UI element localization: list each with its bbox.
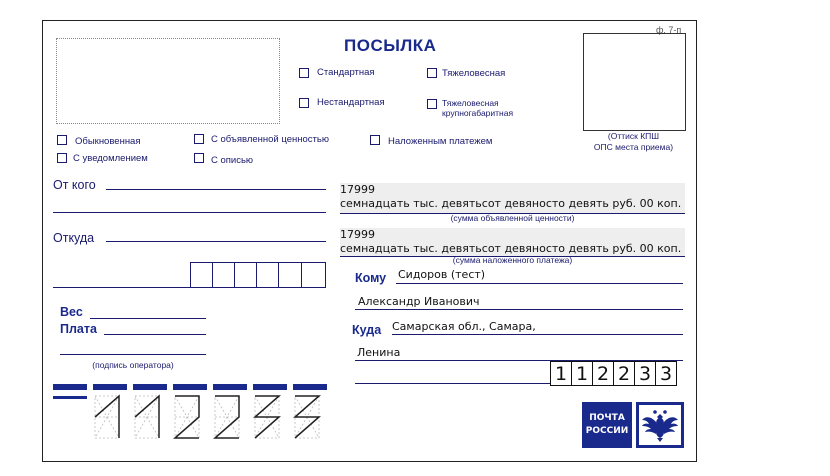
checkbox-standard[interactable] <box>299 68 309 78</box>
index-bar <box>293 384 327 390</box>
cod-value-words: семнадцать тыс. девятьсот девяносто девять руб. 00 коп. <box>340 242 682 255</box>
index-bar <box>53 384 87 390</box>
checkbox-heavy[interactable] <box>427 68 437 78</box>
kpsh-caption-line1: (Оттиск КПШ <box>607 131 660 141</box>
cod-value-number: 17999 <box>340 228 375 241</box>
option-ordinary-label: Обыкновенная <box>75 136 141 147</box>
recipient-address-line1[interactable]: Самарская обл., Самара, <box>392 320 536 333</box>
index-bar <box>173 384 207 390</box>
checkbox-cash-on-delivery[interactable] <box>370 135 380 145</box>
operator-sign-line[interactable] <box>60 354 206 355</box>
logo-line1: ПОЧТА <box>589 413 625 423</box>
sender-index-cells[interactable] <box>190 262 326 288</box>
logo-line2: РОССИИ <box>585 426 629 436</box>
kpsh-caption-line2: ОПС места приема) <box>593 142 674 152</box>
weight-line[interactable] <box>90 318 206 319</box>
eagle-emblem-icon <box>636 402 684 448</box>
index-bar <box>213 384 247 390</box>
postcode-digit: 3 <box>655 361 677 386</box>
option-nonstandard-label: Нестандартная <box>317 97 385 108</box>
checkbox-nonstandard[interactable] <box>299 98 309 108</box>
russian-post-logo <box>582 402 632 448</box>
index-bar <box>93 384 127 390</box>
index-bar-thin <box>53 396 87 399</box>
index-digits-stencil <box>93 394 333 442</box>
declared-value-hint: (сумма объявленной ценности) <box>450 213 575 223</box>
checkbox-declared-value[interactable] <box>194 134 204 144</box>
cod-value-hint: (сумма наложенного платежа) <box>452 255 573 265</box>
postcode-digit: 3 <box>634 361 656 386</box>
postcode-digit: 1 <box>571 361 593 386</box>
postcode-digit: 2 <box>613 361 635 386</box>
index-bar <box>133 384 167 390</box>
checkbox-notification[interactable] <box>57 153 67 163</box>
index-bar <box>253 384 287 390</box>
where-from-label: Откуда <box>53 231 95 245</box>
option-heavy-label: Тяжеловесная <box>442 68 506 79</box>
form-number: ф. 7-п <box>656 25 682 35</box>
kpsh-stamp-box <box>583 33 686 131</box>
option-inventory-label: С описью <box>211 155 254 166</box>
declared-value-words: семнадцать тыс. девятьсот девяносто девять руб. 00 коп. <box>340 197 682 210</box>
where-to-line <box>392 334 683 335</box>
checkbox-heavy-oversized[interactable] <box>427 99 437 109</box>
where-to-line-3 <box>355 383 550 384</box>
recipient-name-line1[interactable]: Сидоров (тест) <box>398 268 486 281</box>
form-title: ПОСЫЛКА <box>344 36 437 55</box>
to-line <box>396 283 683 284</box>
checkbox-inventory[interactable] <box>194 153 204 163</box>
to-label: Кому <box>355 271 387 285</box>
index-left-line <box>53 287 191 288</box>
option-cod-label: Наложенным платежем <box>388 136 493 147</box>
stamp-area <box>56 38 280 124</box>
to-line-2 <box>355 309 683 310</box>
recipient-address-line2[interactable]: Ленина <box>357 346 401 359</box>
where-from-line[interactable] <box>106 241 326 242</box>
payment-label: Плата <box>60 322 97 336</box>
declared-value-field[interactable] <box>340 183 690 211</box>
from-line[interactable] <box>106 189 326 190</box>
postcode-digit: 2 <box>592 361 614 386</box>
recipient-name-line2[interactable]: Александр Иванович <box>358 295 480 308</box>
from-label: От кого <box>53 178 96 192</box>
option-heavy-oversized-label: Тяжеловесная крупногабаритная <box>442 98 514 118</box>
checkbox-ordinary[interactable] <box>57 135 67 145</box>
postcode-digit: 1 <box>550 361 572 386</box>
from-line-2[interactable] <box>53 212 326 213</box>
cod-value-field[interactable] <box>340 228 690 256</box>
option-notification-label: С уведомлением <box>73 153 148 164</box>
where-to-label: Куда <box>352 323 382 337</box>
option-declared-value-label: С объявленной ценностью <box>211 134 329 145</box>
payment-line[interactable] <box>104 334 206 335</box>
declared-value-number: 17999 <box>340 183 375 196</box>
operator-sign-hint: (подпись оператора) <box>92 360 174 370</box>
option-standard-label: Стандартная <box>317 67 375 78</box>
recipient-postcode[interactable] <box>550 361 685 386</box>
weight-label: Вес <box>60 305 83 319</box>
